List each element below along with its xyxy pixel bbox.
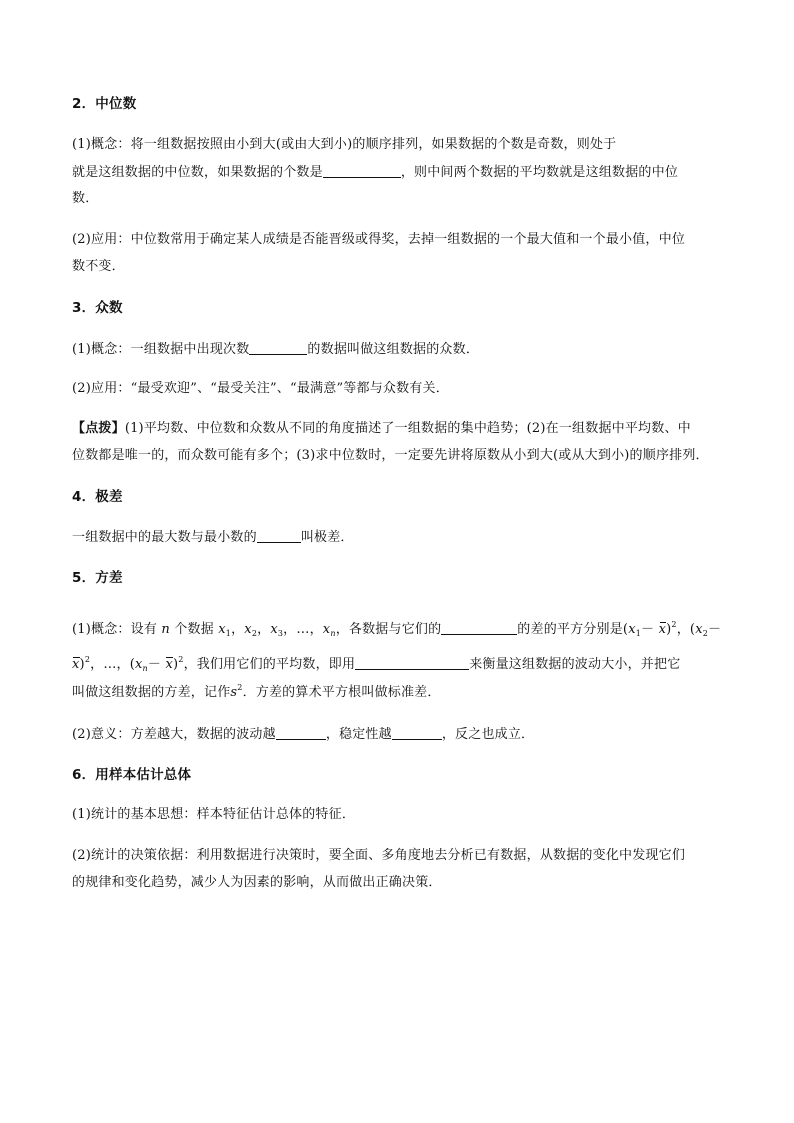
median-concept-line-1: (1)概念：将一组数据按照由小到大(或由大到小)的顺序排列，如果数据的个数是奇数，则处于 <box>72 137 617 152</box>
math-squared-diffs-cont: x)$^2$，…，$(x_n- x)^2$ <box>72 655 184 673</box>
median-use-line-2: 数不变． <box>72 259 125 274</box>
text-run: 叫极差． <box>300 530 354 545</box>
math-squared-diffs: $(x_1- x)^2$，($x_2-$ <box>622 620 722 638</box>
mode-concept-line <box>72 341 479 358</box>
mode-use-line: (2)应用：“最受欢迎”、“最受关注”、“最满意”等都与众数有关． <box>72 381 449 396</box>
median-concept-line-2 <box>72 164 678 181</box>
variance-meaning-line <box>72 726 534 743</box>
median-concept-line-3: 数． <box>72 191 99 206</box>
heading-range: 4．极差 <box>72 489 123 505</box>
variance-concept-line-2 <box>72 656 680 673</box>
text-run: (1)概念：一组数据中出现次数 <box>72 342 250 357</box>
heading-median: 2．中位数 <box>72 96 137 112</box>
tip-line-2: 位数都是唯一的，而众数可能有多个；(3)求中位数时，一定要先讲将原数从小到大(或从大到小)的顺序排列． <box>72 448 709 463</box>
text-run: (2)意义：方差越大，数据的波动越 <box>72 727 276 742</box>
fill-blank <box>323 164 401 178</box>
text-run: (1)概念：设有 <box>72 622 158 637</box>
fill-blank <box>392 726 442 740</box>
text-run: 就是这组数据的中位数，如果数据的个数是 <box>72 165 323 180</box>
variance-concept-line-3: 叫做这组数据的方差，记作$s^2$．方差的算术平方根叫做标准差． <box>72 683 441 700</box>
text-run: 的差的平方分别是 <box>517 622 623 637</box>
text-run: (1)平均数、中位数和众数从不同的角度描述了一组数据的集中趋势；(2)在一组数据中平均数、中 <box>124 421 691 436</box>
math-data-list: $x_1$，$x_2$，$x_3$，…，$x_n$ <box>218 622 336 638</box>
text-run: ，则中间两个数据的平均数就是这组数据的中位 <box>400 165 679 180</box>
range-definition-line <box>72 529 354 546</box>
text-run: ，反之也成立． <box>441 727 535 742</box>
estimate-basis-line-1: (2)统计的决策依据：利用数据进行决策时，要全面、多角度地去分析已有数据，从数据的变化中发现它们 <box>72 848 686 863</box>
text-run: ，我们用它们的平均数，即用 <box>183 657 356 672</box>
text-run: ，各数据与它们的 <box>335 622 442 637</box>
tip-line-1 <box>72 421 691 437</box>
text-run: 的数据叫做这组数据的众数． <box>307 342 480 357</box>
tip-label: 【点拨】 <box>72 421 125 436</box>
estimate-basis-line-2: 的规律和变化趋势，减少人为因素的影响，从而做出正确决策． <box>72 875 442 890</box>
median-use-line-1: (2)应用：中位数常用于确定某人成绩是否能晋级或得奖，去掉一组数据的一个最大值和一个最小值，中位 <box>72 232 686 247</box>
math-n: n <box>161 622 170 637</box>
text-run: 来衡量这组数据的波动大小，并把它 <box>469 657 681 672</box>
math-s: s <box>230 685 238 700</box>
text-run: 方差的算术平方根叫做标准差． <box>255 685 441 700</box>
text-run: 一组数据中的最大数与最小数的 <box>72 530 257 545</box>
heading-sample-estimate: 6．用样本估计总体 <box>72 767 192 783</box>
heading-variance: 5．方差 <box>72 570 123 586</box>
text-run: 个数据 <box>174 622 214 637</box>
heading-mode: 3．众数 <box>72 300 123 316</box>
text-run: ，稳定性越 <box>325 727 392 742</box>
fill-blank <box>257 529 301 543</box>
variance-concept-line-1 <box>72 621 721 638</box>
fill-blank <box>355 656 469 670</box>
fill-blank <box>249 341 307 355</box>
text-run: 叫做这组数据的方差，记作 <box>72 685 231 700</box>
fill-blank <box>276 726 326 740</box>
estimate-idea-line: (1)统计的基本思想：样本特征估计总体的特征． <box>72 807 356 822</box>
fill-blank <box>441 621 517 635</box>
